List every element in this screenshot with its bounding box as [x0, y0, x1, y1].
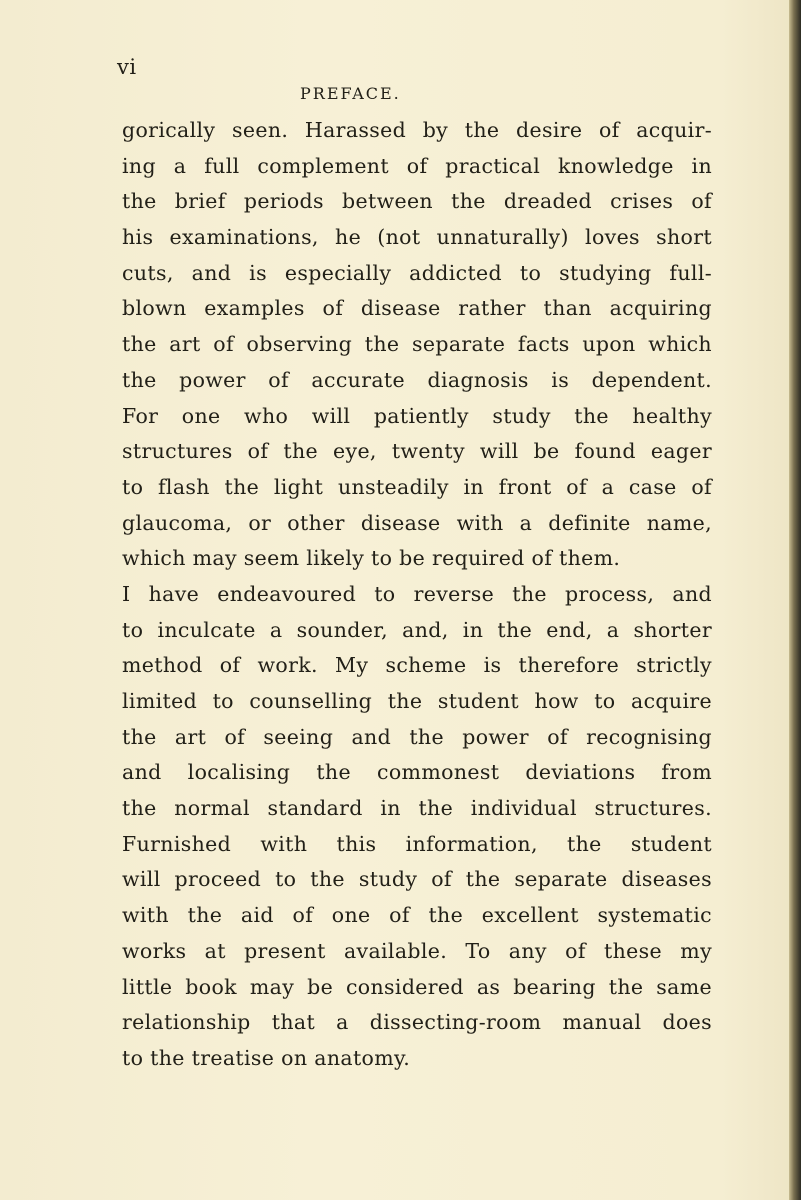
text-line: For one who will patiently study the healthy: [122, 403, 712, 428]
text-line: his examinations, he (not unnaturally) loves short: [122, 225, 712, 250]
text-line: limited to counselling the student how to acquire: [122, 689, 712, 713]
text-line: works at present available. To any of these my: [122, 938, 712, 963]
text-line: cuts, and is especially addicted to studying full-: [122, 260, 712, 285]
running-head: PREFACE.: [300, 84, 401, 103]
text-line: to the treatise on anatomy.: [122, 1045, 411, 1070]
text-line: the art of seeing and the power of recognising: [122, 724, 712, 749]
text-line: I have endeavoured to reverse the process, and: [122, 581, 712, 606]
text-line: will proceed to the study of the separate diseases: [122, 867, 712, 892]
text-line: which may seem likely to be required of them.: [122, 546, 621, 571]
text-line: gorically seen. Harassed by the desire of acquir-: [122, 118, 712, 142]
text-line: glaucoma, or other disease with a definite name,: [122, 510, 712, 535]
page-edge-shadow: [789, 0, 801, 1200]
text-line: method of work. My scheme is therefore strictly: [122, 653, 712, 678]
text-line: the brief periods between the dreaded crises of: [122, 189, 712, 214]
text-line: the art of observing the separate facts upon which: [122, 332, 712, 357]
page-number: vi: [117, 55, 137, 79]
text-line: to inculcate a sounder, and, in the end, a shorter: [122, 617, 712, 642]
text-line: with the aid of one of the excellent systematic: [122, 903, 712, 928]
body-text: [122, 113, 712, 1077]
text-line: to flash the light unsteadily in front of a case of: [122, 474, 712, 499]
text-line: structures of the eye, twenty will be found eager: [122, 439, 712, 464]
text-line: little book may be considered as bearing the same: [122, 974, 712, 999]
text-line: blown examples of disease rather than acquiring: [122, 296, 712, 321]
text-line: relationship that a dissecting-room manual does: [122, 1010, 712, 1035]
text-line: and localising the commonest deviations from: [122, 760, 712, 785]
text-line: Furnished with this information, the student: [122, 831, 712, 856]
text-line: the power of accurate diagnosis is dependent.: [122, 367, 712, 392]
text-line: ing a full complement of practical knowledge in: [122, 153, 712, 178]
text-line: the normal standard in the individual structures.: [122, 796, 712, 821]
